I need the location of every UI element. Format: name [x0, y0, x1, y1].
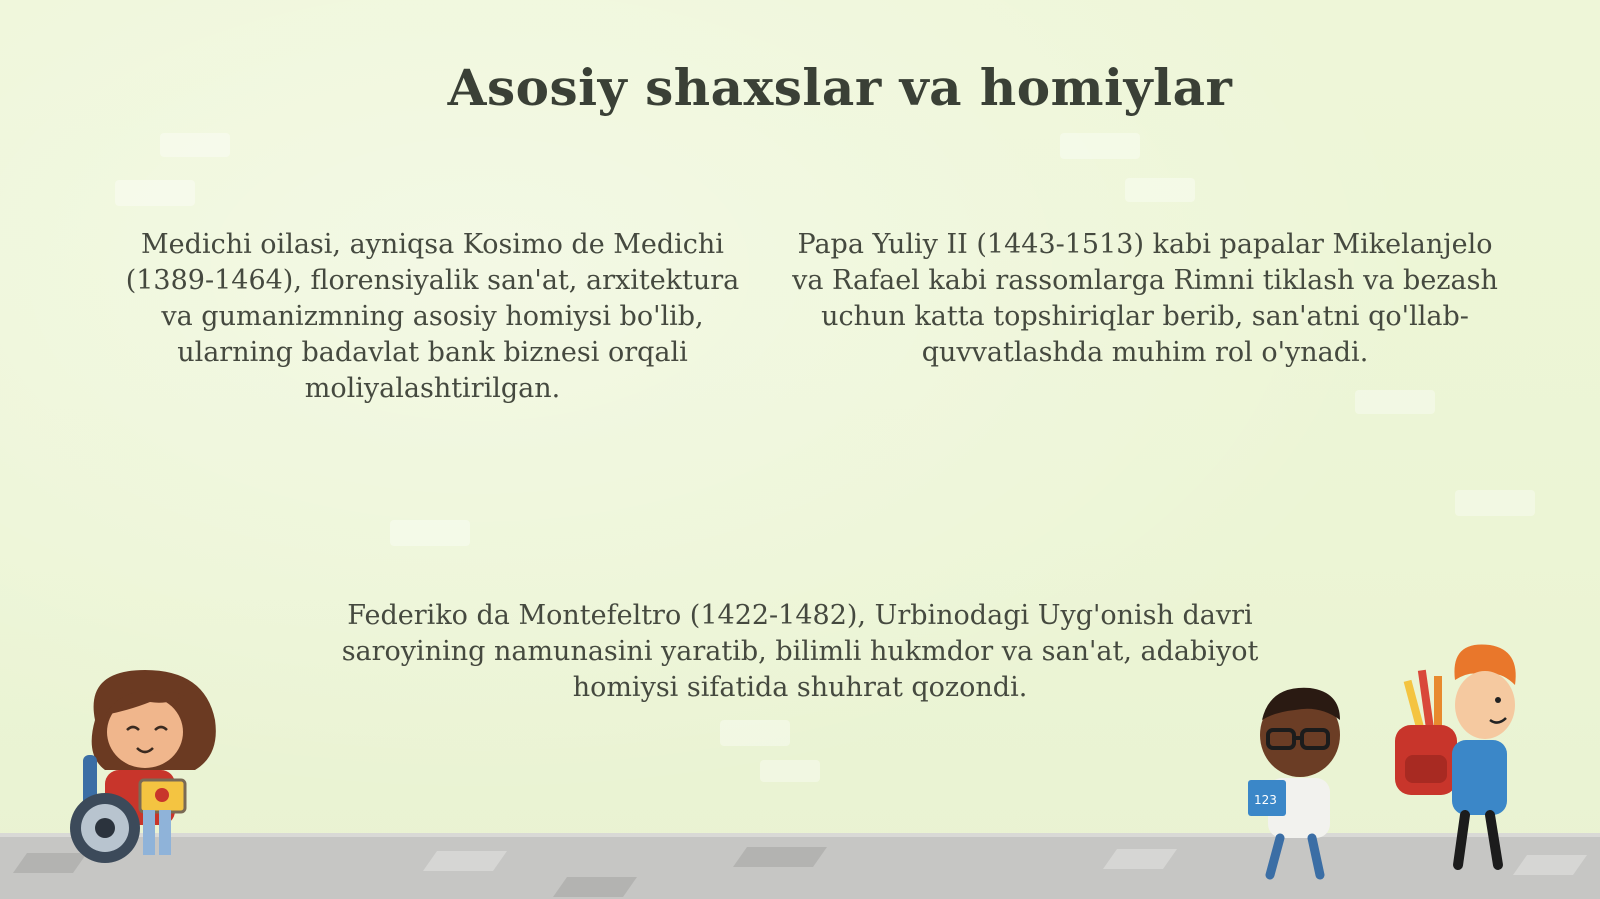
- slide-title: Asosiy shaxslar va homiylar: [447, 58, 1233, 117]
- road-tile: [553, 877, 637, 897]
- svg-text:123: 123: [1254, 793, 1277, 807]
- girl-in-wheelchair-illustration: [55, 660, 235, 880]
- background-blob: [160, 133, 230, 157]
- background-blob: [1125, 178, 1195, 202]
- background-blob: [1060, 133, 1140, 159]
- paragraph-federico: Federiko da Montefeltro (1422-1482), Urbinodagi Uyg'onish davri saroyining namunasini yaratib, bilimli hukmdor va san'at, adabiyot homiysi sifatida shuhrat qozondi.: [341, 600, 1259, 703]
- paragraph-medici: Medichi oilasi, ayniqsa Kosimo de Medichi (1389-1464), florensiyalik san'at, arxitektura va gumanizmning asosiy homiysi bo'lib, ularning badavlat bank biznesi orqali moliyalashtirilgan.: [125, 229, 740, 404]
- background-blob: [115, 180, 195, 206]
- boy-with-backpack-illustration: [1390, 640, 1550, 880]
- boy-with-glasses-illustration: [1240, 680, 1370, 880]
- background-blob: [760, 760, 820, 782]
- road-tile: [1103, 849, 1177, 869]
- background-blob: [720, 720, 790, 746]
- paragraph-julius: Papa Yuliy II (1443-1513) kabi papalar Mikelanjelo va Rafael kabi rassomlarga Rimni tiklash va bezash uchun katta topshiriqlar berib, san'atni qo'llab-quvvatlashda muhim rol o'ynadi.: [792, 229, 1498, 368]
- background-blob: [1355, 390, 1435, 414]
- background-blob: [1455, 490, 1535, 516]
- road-tile: [423, 851, 507, 871]
- road-tile: [733, 847, 827, 867]
- background-blob: [390, 520, 470, 546]
